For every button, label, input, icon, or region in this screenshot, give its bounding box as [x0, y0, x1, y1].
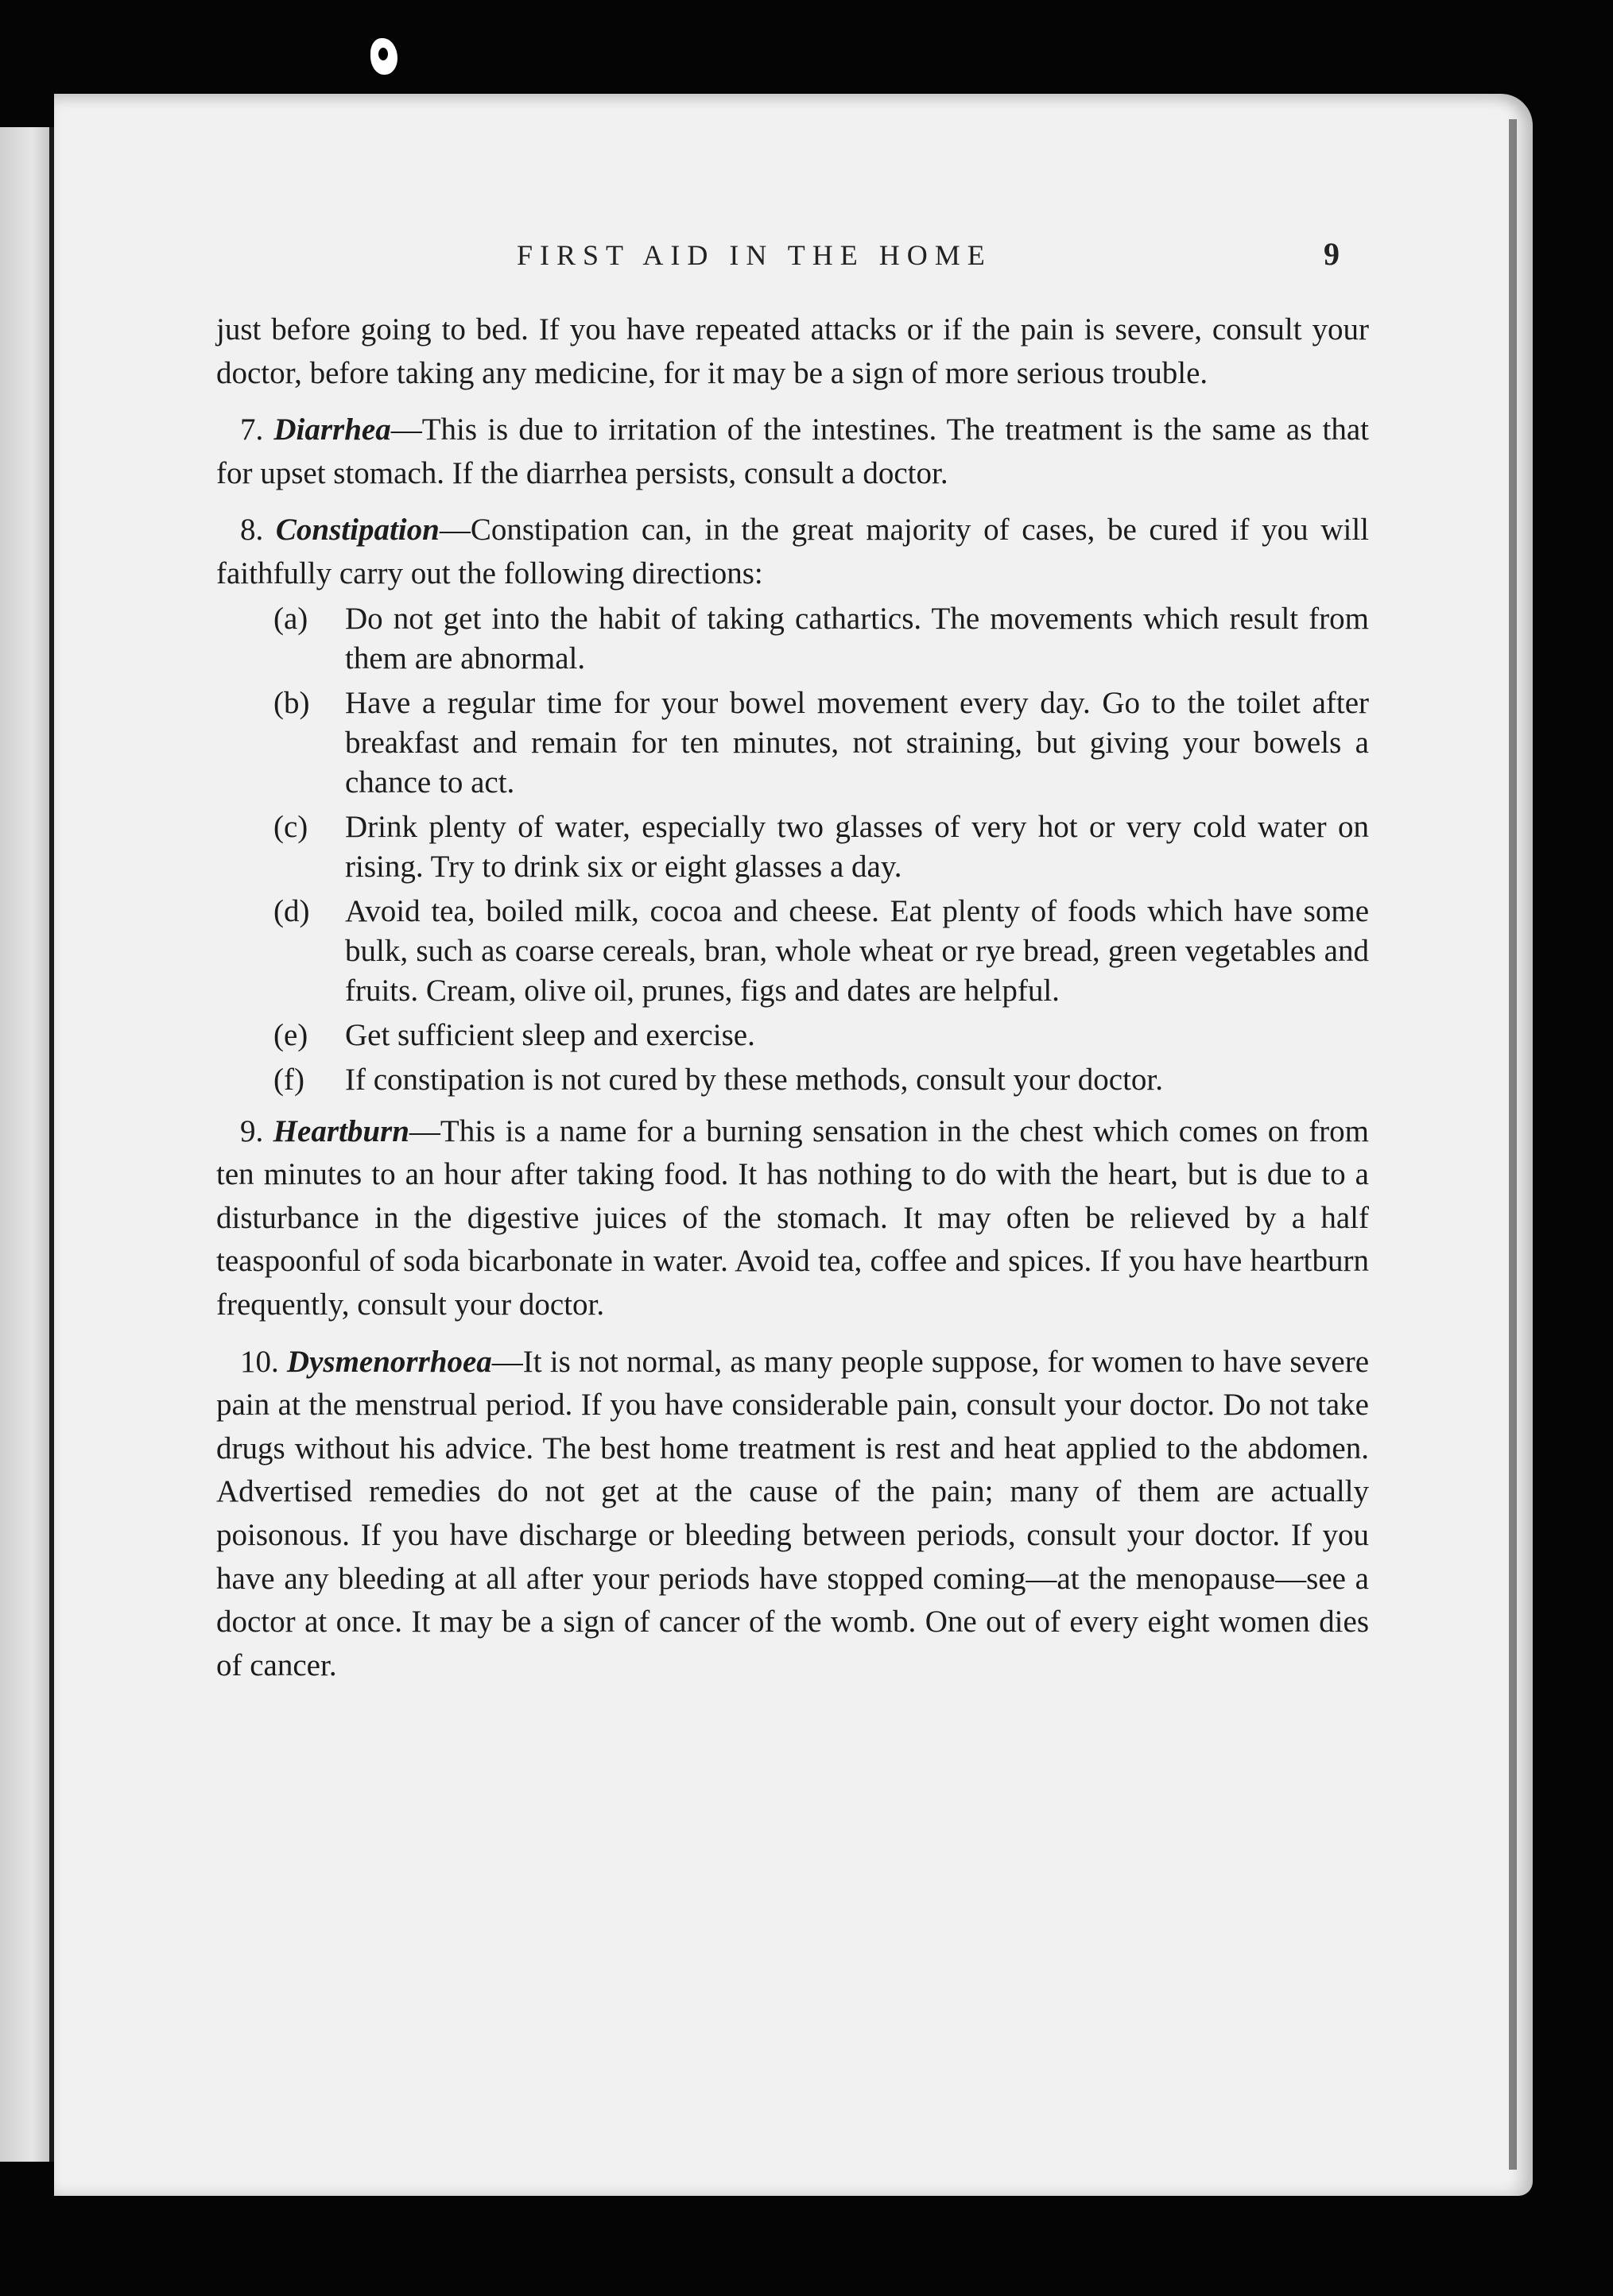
section-text: —This is a name for a burning sensation in the chest which comes on from ten minutes to an hour after taking food. It has nothing to do with the heart, but is due to a disturbance in the digestive juices of the stomach. It may often be relieved by a half teaspoonful of soda bicarbonate in water. Avoid tea, coffee and spices. If you have heartburn frequently, consult your doctor.: [216, 1113, 1370, 1322]
section-text: —Constipation can, in the great majority of cases, be cured if you will faithfully carry out the following directions:: [216, 513, 1369, 590]
list-item: [216, 1016, 1369, 1055]
running-title: FIRST AID IN THE HOME: [517, 239, 992, 271]
list-item-text: Do not get into the habit of taking cathartics. The movements which result from them are abnormal.: [345, 601, 1369, 676]
section-number: 7.: [240, 412, 264, 447]
section-term: Diarrhea: [273, 412, 391, 447]
page-right-edge: [1509, 119, 1517, 2170]
list-item-text: If constipation is not cured by these methods, consult your doctor.: [345, 1062, 1163, 1097]
section-number: 10.: [240, 1344, 279, 1379]
list-item: [216, 892, 1369, 1011]
list-marker: (b): [273, 685, 310, 720]
section-diarrhea: [216, 408, 1369, 495]
list-item: [216, 1060, 1369, 1100]
section-number: 9.: [240, 1113, 264, 1148]
section-term: Dysmenorrhoea: [286, 1344, 492, 1379]
section-text: —It is not normal, as many people suppose, for women to have severe pain at the menstrual period. If you have considerable pain, consult your doctor. Do not take drugs without his advice. The best home treatment is rest and heat applied to the abdomen. Advertised remedies do not get at the cause of the pain; many of them are actually poisonous. If you have discharge or bleeding between periods, consult your doctor. If you have any bleeding at all after your periods have stopped coming—at the menopause—see a doctor at once. It may be a sign of cancer of the womb. One out of every eight women dies of cancer.: [216, 1344, 1369, 1682]
page-body: [216, 308, 1369, 1701]
list-marker: (d): [273, 893, 310, 928]
section-dysmenorrhoea: [216, 1341, 1369, 1688]
section-term: Constipation: [275, 513, 440, 548]
section-heartburn: [216, 1110, 1369, 1327]
list-marker: (e): [273, 1017, 308, 1052]
list-item: [216, 683, 1369, 803]
list-marker: (f): [273, 1062, 304, 1097]
facing-page-edge: [0, 127, 54, 2162]
section-number: 8.: [240, 513, 264, 548]
intro-paragraph: just before going to bed. If you have repeated attacks or if the pain is severe, consult your doctor, before taking any medicine, for it may be a sign of more serious trouble.: [216, 312, 1369, 390]
list-item: [216, 807, 1369, 887]
list-marker: (a): [273, 601, 308, 636]
list-item: [216, 599, 1369, 679]
list-marker: (c): [273, 809, 308, 844]
section-constipation: [216, 509, 1369, 595]
list-item-text: Have a regular time for your bowel movement every day. Go to the toilet after breakfast and remain for ten minutes, not straining, but giving your bowels a chance to act.: [345, 685, 1369, 800]
page-number: 9: [1324, 236, 1340, 272]
list-item-text: Get sufficient sleep and exercise.: [345, 1017, 755, 1052]
section-term: Heartburn: [273, 1113, 409, 1148]
constipation-directions-list: [216, 599, 1369, 1100]
list-item-text: Drink plenty of water, especially two glasses of very hot or very cold water on rising. Try to drink six or eight glasses a day.: [345, 809, 1369, 884]
section-text: —This is due to irritation of the intestines. The treatment is the same as that for upset stomach. If the diarrhea persists, consult a doctor.: [216, 412, 1369, 490]
list-item-text: Avoid tea, boiled milk, cocoa and cheese. Eat plenty of foods which have some bulk, such as coarse cereals, bran, whole wheat or rye bread, green vegetables and fruits. Cream, olive oil, prunes, figs and dates are helpful.: [345, 893, 1369, 1008]
